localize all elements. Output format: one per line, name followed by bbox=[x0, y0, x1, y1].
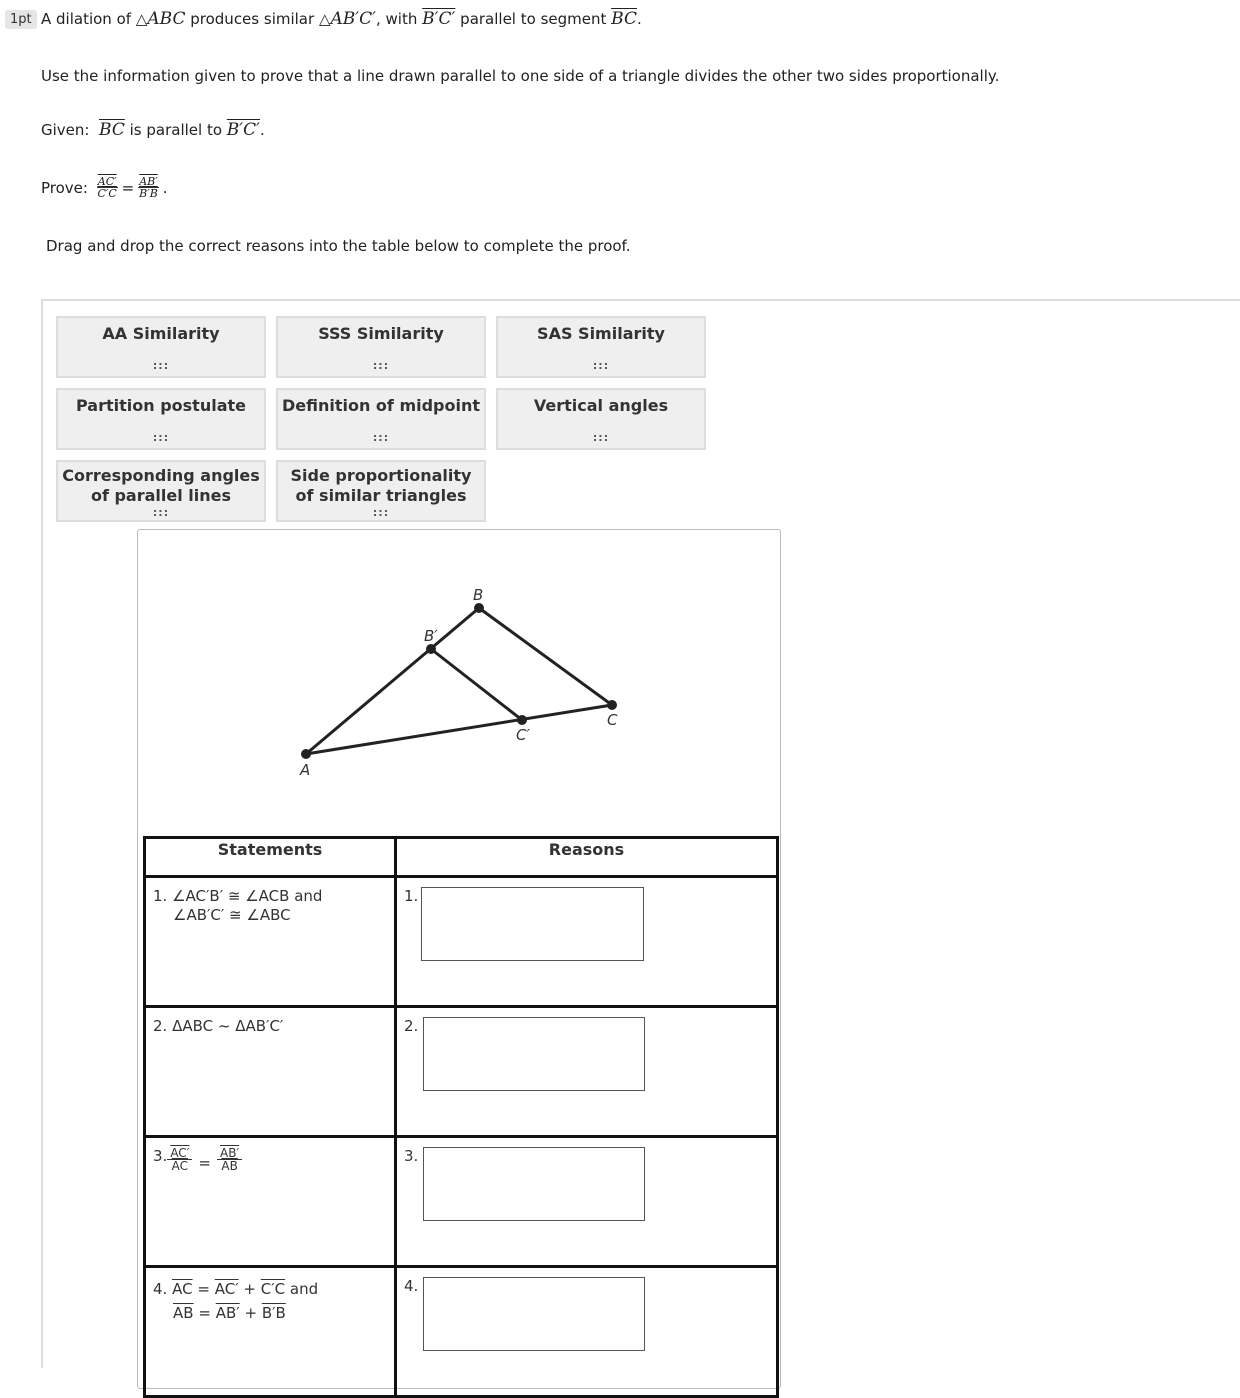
s4-eq: = bbox=[197, 1280, 210, 1298]
reason-number: 1. bbox=[404, 887, 419, 905]
points-badge: 1pt bbox=[5, 10, 37, 29]
tile-label: Partition postulate bbox=[76, 396, 246, 415]
prove-period: . bbox=[162, 178, 168, 197]
statement-3-fraction-1 bbox=[167, 1147, 192, 1172]
reason-number: 4. bbox=[404, 1277, 419, 1295]
proof-table bbox=[143, 836, 779, 1398]
reason-drop-zone-3[interactable] bbox=[423, 1147, 645, 1221]
instructions: Drag and drop the correct reasons into the table below to complete the proof. bbox=[46, 237, 631, 255]
s3-f2-num: AB′ bbox=[217, 1147, 242, 1160]
segment-bc: $\overline{BC}$ bbox=[611, 9, 637, 29]
tile-label-line1: Side proportionality bbox=[290, 466, 472, 485]
s4-plus-2: + bbox=[244, 1304, 258, 1322]
given-label: Given: bbox=[41, 121, 90, 139]
s4-ac: $\overline{AC}$ bbox=[172, 1280, 193, 1298]
question-line-2: Use the information given to prove that a line drawn parallel to one side of a triangle divides the other two sides proportionally. bbox=[41, 67, 1000, 85]
statement-3-equals: = bbox=[198, 1154, 211, 1172]
reason-drop-zone-4[interactable] bbox=[423, 1277, 645, 1351]
label-cprime: C′ bbox=[516, 726, 530, 744]
prove-f1-den: C′C bbox=[97, 187, 117, 200]
reason-cell bbox=[396, 877, 778, 1007]
point-b bbox=[474, 603, 484, 613]
reason-cell bbox=[396, 1007, 778, 1137]
prove-f1-num: AC′ bbox=[97, 175, 117, 188]
reason-drop-zone-2[interactable] bbox=[423, 1017, 645, 1091]
drag-handle-icon: ::: bbox=[152, 359, 170, 372]
side-ac bbox=[306, 705, 612, 754]
s4-eq-2: = bbox=[198, 1304, 211, 1322]
statement-1-line2: ∠AB′C′ ≅ ∠ABC bbox=[173, 906, 291, 924]
given-segment-bprime-cprime: B′C′ bbox=[226, 120, 261, 140]
prove-label: Prove: bbox=[41, 178, 88, 197]
table-row bbox=[145, 877, 778, 1007]
statement-cell bbox=[145, 1137, 396, 1267]
triangle-icon: △ bbox=[318, 10, 331, 28]
question-text-b: produces similar bbox=[190, 10, 315, 28]
row-number: 2. bbox=[153, 1017, 168, 1035]
given-text: is parallel to bbox=[129, 121, 223, 139]
drag-handle-icon: ::: bbox=[152, 506, 170, 519]
reason-cell bbox=[396, 1267, 778, 1397]
tile-label-line2: of similar triangles bbox=[295, 486, 467, 505]
segment-bprime-cprime: B′C′ bbox=[422, 9, 456, 29]
s4-and: and bbox=[289, 1280, 319, 1298]
s4-abprime: AB′ bbox=[215, 1304, 240, 1322]
table-row bbox=[145, 1137, 778, 1267]
s3-f1-num: AC′ bbox=[167, 1147, 192, 1160]
given-segment-bc: $\overline{BC}$ bbox=[99, 120, 125, 140]
statement-cell bbox=[145, 1267, 396, 1397]
label-bprime: B′ bbox=[424, 627, 438, 645]
row-number: 3. bbox=[153, 1147, 168, 1165]
statement-cell bbox=[145, 1007, 396, 1137]
row-number: 4. bbox=[153, 1280, 168, 1298]
side-bc bbox=[479, 608, 612, 705]
reason-number: 3. bbox=[404, 1147, 419, 1165]
table-row bbox=[145, 1007, 778, 1137]
statement-3-fraction-2 bbox=[217, 1147, 242, 1172]
point-bprime bbox=[426, 644, 436, 654]
question-text-d: parallel to segment bbox=[460, 10, 607, 28]
tile-label-line2: of parallel lines bbox=[90, 486, 232, 505]
statement-1-line1: ∠AC′B′ ≅ ∠ACB and bbox=[172, 887, 323, 905]
triangle-abprime: AB′C′ bbox=[330, 9, 376, 29]
point-cprime bbox=[517, 715, 527, 725]
label-a: A bbox=[300, 761, 311, 779]
question-period: . bbox=[636, 10, 642, 28]
s3-f1-den: AC bbox=[171, 1159, 189, 1173]
table-row bbox=[145, 1267, 778, 1397]
statement-2: ΔABC ~ ΔAB′C′ bbox=[172, 1017, 284, 1035]
drag-handle-icon: ::: bbox=[152, 431, 170, 444]
table-header-row bbox=[145, 838, 778, 877]
row-number: 1. bbox=[153, 887, 168, 905]
statement-cell bbox=[145, 877, 396, 1007]
tile-label: Vertical angles bbox=[533, 396, 669, 415]
drag-handle-icon: ::: bbox=[372, 431, 390, 444]
drag-handle-icon: ::: bbox=[592, 431, 610, 444]
tile-label-line1: Corresponding angles bbox=[62, 466, 260, 485]
tile-label: Definition of midpoint bbox=[281, 396, 481, 415]
reason-number: 2. bbox=[404, 1017, 419, 1035]
s4-ab: $\overline{AB}$ bbox=[173, 1304, 194, 1322]
drag-handle-icon: ::: bbox=[372, 506, 390, 519]
s4-cprimec: C′C bbox=[260, 1280, 286, 1298]
tile-label: AA Similarity bbox=[102, 324, 220, 343]
prove-f2-den: B′B bbox=[139, 187, 158, 200]
side-ab bbox=[306, 608, 479, 754]
prove-f2-num: AB′ bbox=[139, 175, 158, 188]
s4-acprime: AC′ bbox=[214, 1280, 239, 1298]
s4-plus: + bbox=[243, 1280, 256, 1298]
question-text-a: A dilation of bbox=[41, 10, 132, 28]
reason-cell bbox=[396, 1137, 778, 1267]
label-b: B bbox=[473, 586, 484, 604]
triangle-abc: ABC bbox=[147, 9, 186, 29]
segment-bprime-cprime-line bbox=[431, 649, 522, 720]
prove-equals: = bbox=[121, 178, 135, 197]
point-c bbox=[607, 700, 617, 710]
given-period: . bbox=[260, 121, 265, 139]
reasons-header: Reasons bbox=[396, 838, 778, 877]
s3-f2-den: AB bbox=[221, 1159, 238, 1173]
tile-label: SSS Similarity bbox=[318, 324, 444, 343]
statements-header: Statements bbox=[145, 838, 396, 877]
reason-drop-zone-1[interactable] bbox=[421, 887, 644, 961]
label-c: C bbox=[607, 711, 618, 729]
question-text-c: , with bbox=[376, 10, 418, 28]
point-a bbox=[301, 749, 311, 759]
tile-label: SAS Similarity bbox=[537, 324, 665, 343]
drag-handle-icon: ::: bbox=[592, 359, 610, 372]
triangle-icon: △ bbox=[135, 10, 148, 28]
s4-bprimeb: B′B bbox=[261, 1304, 286, 1322]
drag-handle-icon: ::: bbox=[372, 359, 390, 372]
